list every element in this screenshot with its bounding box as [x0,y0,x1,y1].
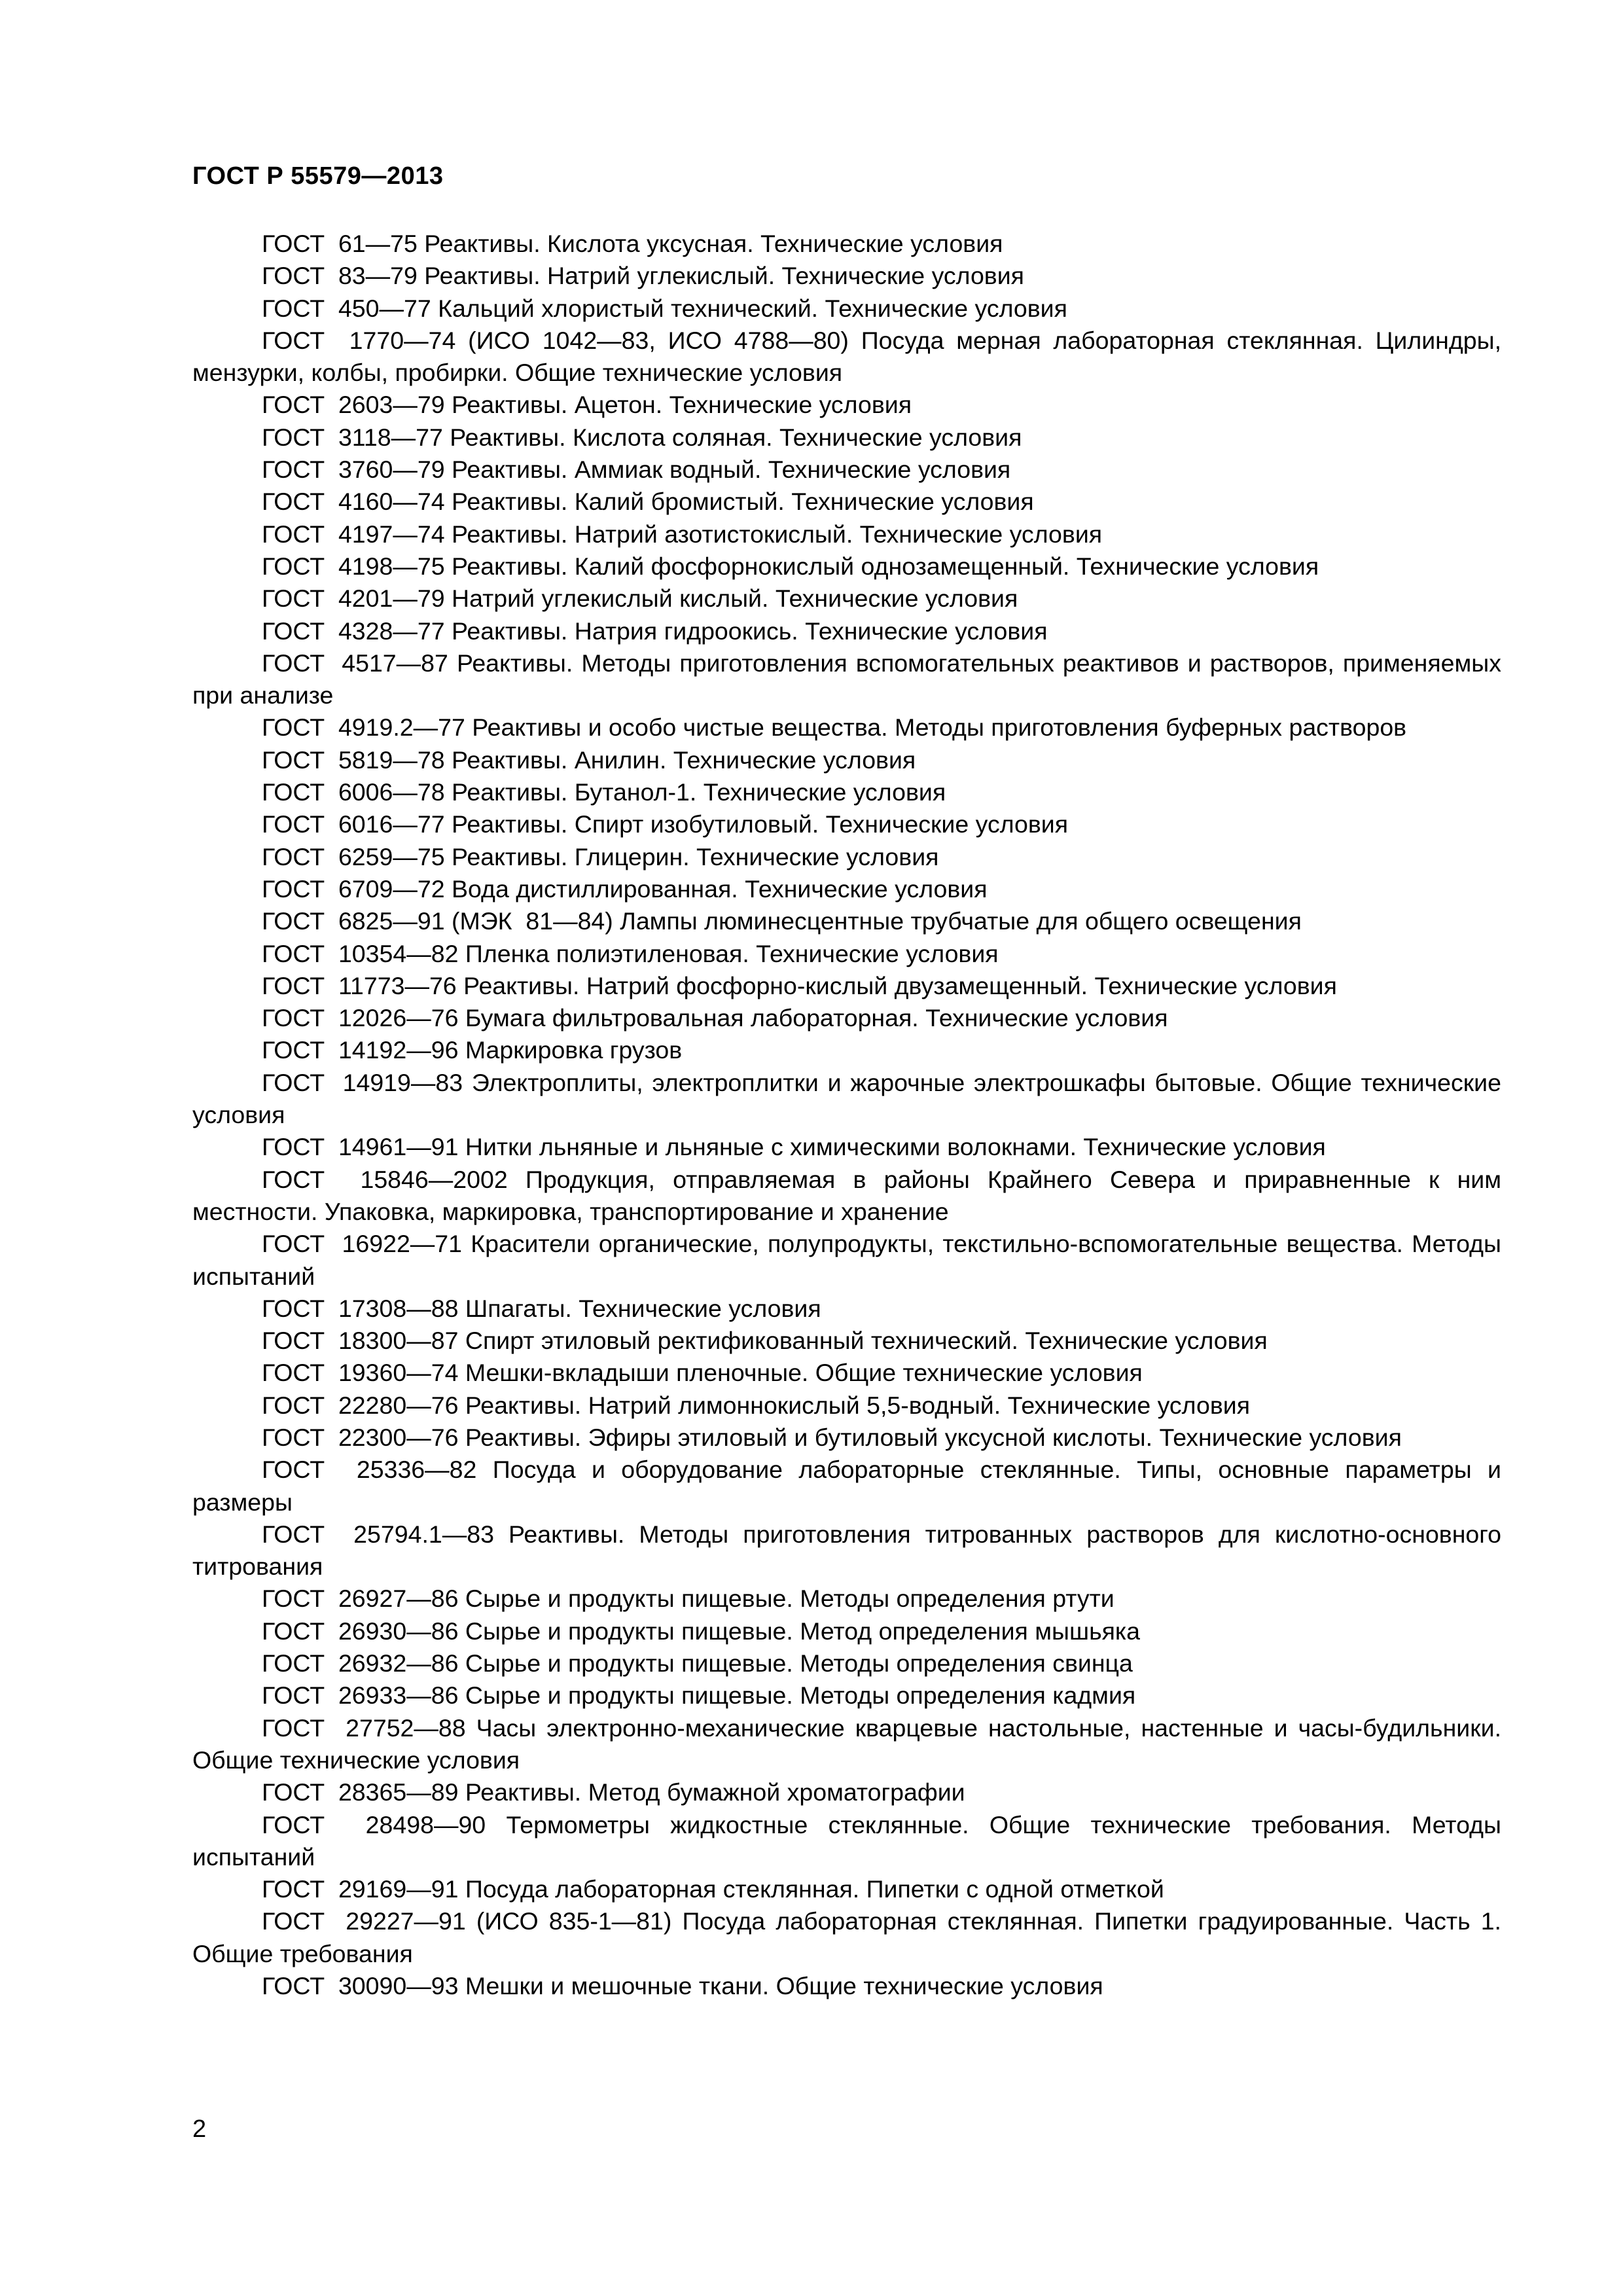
reference-code: ГОСТ 28365—89 [262,1778,459,1806]
reference-entry [192,1390,1501,1422]
reference-code: ГОСТ 6006—78 [262,778,445,806]
reference-title: Продукция, отправляемая в районы Крайнего Севера и приравненные к ним местности. Упаковка, маркировка, транспортирование и хранение [192,1165,1502,1225]
reference-entry [192,1583,1501,1615]
reference-entry [192,1873,1501,1905]
reference-code: ГОСТ 83—79 [262,262,418,290]
reference-entry [192,1776,1501,1808]
reference-title: Реактивы. Натрий фосфорно-кислый двузамещенный. Технические условия [463,971,1337,999]
reference-title: Реактивы. Натрий азотистокислый. Технические условия [452,520,1103,548]
reference-code: ГОСТ 26932—86 [262,1649,459,1677]
reference-entry [192,1679,1501,1712]
reference-title: Реактивы. Глицерин. Технические условия [452,842,939,870]
reference-entry [192,389,1501,421]
reference-title: Красители органические, полупродукты, текстильно-вспомогательные вещества. Методы испытаний [192,1230,1502,1290]
reference-entry [192,1002,1501,1034]
reference-entry [192,1034,1501,1066]
reference-entry [192,711,1501,744]
reference-entry [192,293,1501,325]
reference-entry [192,1131,1501,1163]
reference-code: ГОСТ 28498—90 [262,1810,486,1839]
reference-entry [192,1422,1501,1454]
reference-code: ГОСТ 4198—75 [262,552,445,580]
reference-code: ГОСТ 4328—77 [262,617,445,645]
reference-title: Электроплиты, электроплитки и жарочные электрошкафы бытовые. Общие технические условия [192,1068,1501,1129]
reference-code: ГОСТ 16922—71 [262,1230,463,1258]
reference-code: ГОСТ 22280—76 [262,1391,459,1419]
reference-entry [192,776,1501,808]
reference-title: Реактивы. Натрий лимоннокислый 5,5-водный. Технические условия [465,1391,1251,1419]
reference-code: ГОСТ 4197—74 [262,520,445,548]
reference-code: ГОСТ 2603—79 [262,391,445,419]
reference-entry [192,938,1501,970]
reference-title: Маркировка грузов [465,1036,683,1064]
reference-entry [192,1809,1501,1874]
reference-code: ГОСТ 27752—88 [262,1713,466,1742]
reference-entry [192,1164,1501,1229]
reference-code: ГОСТ 26927—86 [262,1585,459,1613]
reference-code: ГОСТ 30090—93 [262,1972,459,2000]
reference-title: Нитки льняные и льняные с химическими волокнами. Технические условия [465,1133,1326,1161]
reference-title: Сырье и продукты пищевые. Методы определения ртути [465,1585,1115,1613]
reference-code: ГОСТ 6825—91 (МЭК 81—84) [262,907,613,935]
reference-title: Реактивы и особо чистые вещества. Методы приготовления буферных растворов [472,713,1407,742]
reference-title: Бумага фильтровальная лабораторная. Технические условия [465,1004,1168,1032]
normative-references-list [192,228,1501,2002]
reference-code: ГОСТ 61—75 [262,230,418,257]
reference-title: Натрий углекислый кислый. Технические условия [452,584,1018,613]
document-code-header: ГОСТ Р 55579—2013 [192,162,444,190]
reference-code: ГОСТ 450—77 [262,294,431,322]
reference-title: Реактивы. Метод бумажной хроматографии [465,1778,965,1806]
reference-entry [192,905,1501,937]
reference-entry [192,518,1501,550]
reference-title: Реактивы. Бутанол-1. Технические условия [452,778,946,806]
reference-entry [192,744,1501,776]
reference-code: ГОСТ 19360—74 [262,1359,459,1387]
reference-code: ГОСТ 26930—86 [262,1617,459,1645]
reference-entry [192,486,1501,518]
reference-entry [192,1293,1501,1325]
reference-code: ГОСТ 3118—77 [262,423,443,451]
reference-entry [192,325,1501,389]
reference-entry [192,454,1501,486]
reference-title: Реактивы. Кислота соляная. Технические условия [450,423,1022,451]
reference-entry [192,1970,1501,2002]
reference-entry [192,615,1501,647]
reference-code: ГОСТ 29227—91 (ИСО 835-1—81) [262,1907,672,1935]
reference-code: ГОСТ 6259—75 [262,842,445,870]
reference-code: ГОСТ 25794.1—83 [262,1520,494,1548]
reference-code: ГОСТ 5819—78 [262,745,445,774]
reference-code: ГОСТ 29169—91 [262,1875,459,1903]
reference-entry [192,228,1501,260]
reference-title: Часы электронно-механические кварцевые настольные, настенные и часы-будильники. Общие технические условия [192,1713,1501,1774]
reference-entry [192,1357,1501,1389]
reference-entry [192,1228,1501,1293]
reference-code: ГОСТ 15846—2002 [262,1165,508,1193]
reference-title: Реактивы. Ацетон. Технические условия [452,391,912,419]
reference-entry [192,422,1501,454]
reference-title: Реактивы. Калий бромистый. Технические условия [452,488,1034,516]
reference-entry [192,1518,1501,1583]
reference-title: Реактивы. Анилин. Технические условия [452,745,916,774]
reference-code: ГОСТ 12026—76 [262,1004,459,1032]
reference-code: ГОСТ 11773—76 [262,971,457,999]
reference-entry [192,1712,1501,1777]
reference-title: Термометры жидкостные стеклянные. Общие технические требования. Методы испытаний [192,1810,1501,1871]
reference-code: ГОСТ 4160—74 [262,488,445,516]
reference-entry [192,1905,1501,1970]
reference-title: Реактивы. Эфиры этиловый и бутиловый уксусной кислоты. Технические условия [465,1423,1402,1451]
reference-entry [192,841,1501,873]
reference-entry [192,970,1501,1002]
reference-title: Вода дистиллированная. Технические условия [452,874,988,903]
reference-code: ГОСТ 26933—86 [262,1681,459,1710]
reference-code: ГОСТ 3760—79 [262,456,445,484]
reference-title: Посуда лабораторная стеклянная. Пипетки градуированные. Часть 1. Общие требования [192,1907,1501,1967]
reference-title: Реактивы. Методы приготовления вспомогательных реактивов и растворов, применяемых при анализе [192,649,1501,709]
reference-entry [192,1325,1501,1357]
reference-code: ГОСТ 6016—77 [262,810,445,838]
page-number: 2 [192,2115,207,2143]
reference-code: ГОСТ 14192—96 [262,1036,459,1064]
reference-title: Посуда и оборудование лабораторные стеклянные. Типы, основные параметры и размеры [192,1456,1501,1516]
reference-title: Сырье и продукты пищевые. Методы определения свинца [465,1649,1133,1677]
reference-entry [192,1615,1501,1647]
reference-code: ГОСТ 14961—91 [262,1133,459,1161]
reference-title: Реактивы. Калий фосфорнокислый однозамещенный. Технические условия [452,552,1319,580]
reference-title: Сырье и продукты пищевые. Методы определения кадмия [465,1681,1136,1710]
reference-title: Реактивы. Методы приготовления титрованных растворов для кислотно-основного титрования [192,1520,1502,1581]
reference-title: Реактивы. Аммиак водный. Технические условия [452,456,1011,484]
reference-code: ГОСТ 25336—82 [262,1456,477,1484]
reference-title: Посуда лабораторная стеклянная. Пипетки с одной отметкой [465,1875,1164,1903]
reference-code: ГОСТ 10354—82 [262,939,459,967]
reference-title: Посуда мерная лабораторная стеклянная. Цилиндры, мензурки, колбы, пробирки. Общие технические условия [192,326,1502,387]
reference-entry [192,260,1501,292]
reference-title: Мешки-вкладыши пленочные. Общие технические условия [465,1359,1143,1387]
reference-title: Реактивы. Кислота уксусная. Технические условия [424,230,1003,257]
reference-title: Сырье и продукты пищевые. Метод определения мышьяка [465,1617,1141,1645]
reference-title: Кальций хлористый технический. Технические условия [438,294,1067,322]
reference-title: Шпагаты. Технические условия [465,1294,821,1322]
reference-title: Реактивы. Натрий углекислый. Технические условия [424,262,1024,290]
reference-entry [192,647,1501,712]
reference-entry [192,873,1501,905]
reference-code: ГОСТ 4919.2—77 [262,713,465,742]
reference-entry [192,1067,1501,1132]
reference-title: Пленка полиэтиленовая. Технические условия [465,939,999,967]
reference-title: Реактивы. Натрия гидроокись. Технические условия [452,617,1048,645]
reference-entry [192,1454,1501,1518]
reference-title: Лампы люминесцентные трубчатые для общего освещения [620,907,1302,935]
reference-code: ГОСТ 6709—72 [262,874,445,903]
reference-entry [192,583,1501,615]
reference-entry [192,1647,1501,1679]
reference-code: ГОСТ 4517—87 [262,649,448,677]
reference-code: ГОСТ 4201—79 [262,584,445,613]
reference-code: ГОСТ 17308—88 [262,1294,459,1322]
reference-entry [192,550,1501,583]
reference-title: Мешки и мешочные ткани. Общие технические условия [465,1972,1103,2000]
reference-title: Спирт этиловый ректификованный технический. Технические условия [465,1327,1268,1355]
reference-code: ГОСТ 22300—76 [262,1423,459,1451]
reference-code: ГОСТ 14919—83 [262,1068,463,1096]
reference-entry [192,808,1501,840]
reference-code: ГОСТ 1770—74 (ИСО 1042—83, ИСО 4788—80) [262,326,849,354]
reference-title: Реактивы. Спирт изобутиловый. Технические условия [452,810,1069,838]
reference-code: ГОСТ 18300—87 [262,1327,459,1355]
